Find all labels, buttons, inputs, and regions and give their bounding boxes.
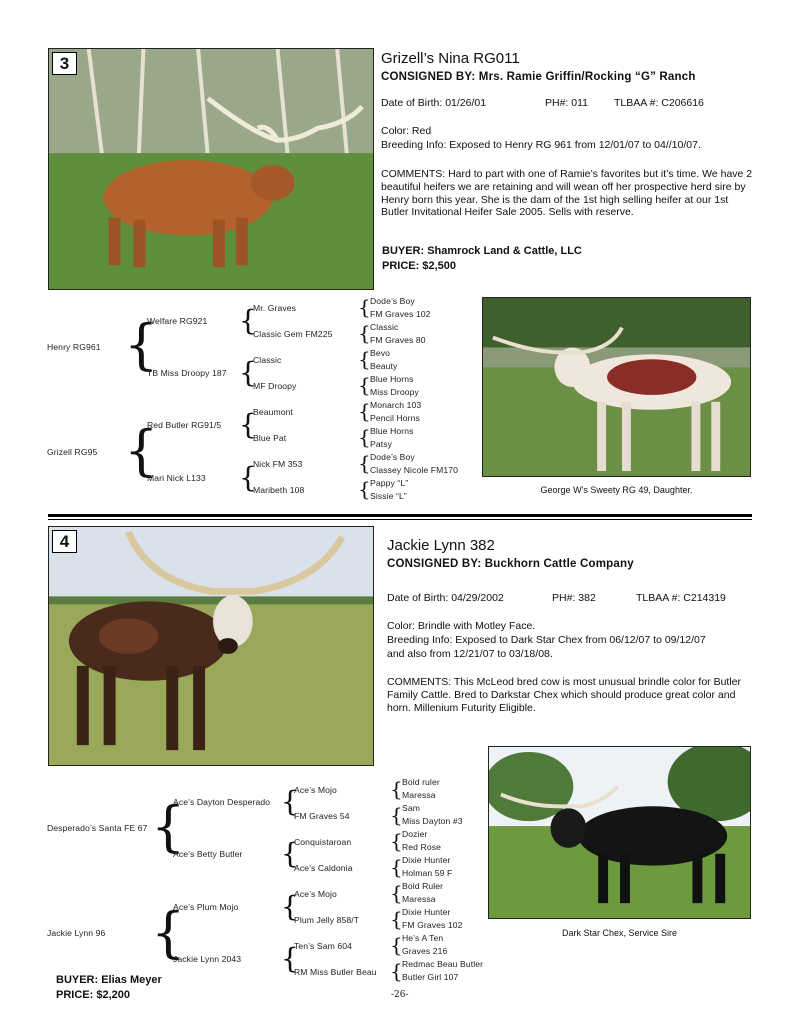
lot3-name: Grizell’s Nina RG011	[381, 50, 520, 67]
lot3-brace-g3-2: {	[358, 321, 371, 345]
lot3-dob: Date of Birth: 01/26/01	[381, 97, 487, 109]
lot3-ped-gen4-8: Miss Droopy	[370, 387, 419, 397]
lot3-price: PRICE: $2,500	[382, 260, 456, 272]
lot4-ped-gen4-13: He’s A Ten	[402, 933, 444, 943]
lot3-ped-gen3-4: MF Droopy	[253, 381, 297, 391]
lot4-brace-g2-4: {	[281, 942, 299, 975]
lot3-cow-photo	[48, 48, 374, 290]
lot3-ped-gen3-5: Beaumont	[253, 407, 293, 417]
lot3-ped-gen3-2: Classic Gem FM225	[253, 329, 333, 339]
lot3-daughter-photo	[482, 297, 751, 477]
lot3-ped-gen4-11: Blue Horns	[370, 426, 414, 436]
lot4-ped-gen3-1: Ace’s Mojo	[294, 785, 337, 795]
lot4-dob: Date of Birth: 04/29/2002	[387, 592, 504, 604]
lot4-ped-gen4-14: Graves 216	[402, 946, 448, 956]
lot4-brace-dam: {	[151, 901, 186, 964]
lot3-breeding-info: Breeding Info: Exposed to Henry RG 961 from 12/01/07 to 04//10/07.	[381, 139, 701, 151]
lot3-brace-g3-4: {	[358, 373, 371, 397]
lot3-ped-gen4-4: FM Graves 80	[370, 335, 426, 345]
lot3-brace-g2-1: {	[239, 304, 257, 337]
lot4-ped-gen2-2: Ace’s Betty Butler	[173, 849, 243, 859]
lot4-consigned-by: CONSIGNED BY: Buckhorn Cattle Company	[387, 558, 634, 570]
lot4-ped-gen4-11: Dixie Hunter	[402, 907, 451, 917]
lot3-comments: COMMENTS: Hard to part with one of Ramie’s favorites but it’s time. We have 2 beautiful heifers we are retaining and will wean off her prospective herd sire by Henry born this year. She is the dam of the 1st high selling heifer at our 1st Butler Invitational Heifer Sale 2005. Sells with reserve.	[381, 168, 753, 219]
lot3-ped-gen4-13: Dode’s Boy	[370, 452, 415, 462]
lot3-ped-gen4-14: Classey Nicole FM170	[370, 465, 458, 475]
lot3-tlbaa: TLBAA #: C206616	[614, 97, 704, 109]
lot4-ped-gen4-10: Maressa	[402, 894, 436, 904]
lot3-ped-gen2-2: TB Miss Droopy 187	[147, 368, 227, 378]
lot3-brace-g3-7: {	[358, 451, 371, 475]
lot4-ped-gen3-3: Conquistaroan	[294, 837, 352, 847]
lot3-ped-sire: Henry RG961	[47, 342, 101, 352]
lot4-ped-gen4-16: Butler Girl 107	[402, 972, 459, 982]
lot4-ped-gen3-6: Plum Jelly 858/T	[294, 915, 360, 925]
lot4-ped-gen4-5: Dozier	[402, 829, 428, 839]
lot3-ped-gen3-6: Blue Pat	[253, 433, 287, 443]
lot3-color: Color: Red	[381, 125, 432, 137]
lot3-brace-dam: {	[124, 419, 159, 482]
lot4-brace-g3-3: {	[390, 829, 403, 853]
lot4-ped-gen4-12: FM Graves 102	[402, 920, 463, 930]
lot3-ped-gen3-7: Nick FM 353	[253, 459, 303, 469]
lot3-ped-gen2-4: Mari Nick L133	[147, 473, 206, 483]
lot3-ped-gen3-1: Mr. Graves	[253, 303, 297, 313]
lot4-comments: COMMENTS: This McLeod bred cow is most unusual brindle color for Butler Family Cattle. Bred to Darkstar Chex which should produce great color and horn. Millenium Futurity Eligible.	[387, 676, 742, 714]
lot3-ped-gen2-1: Welfare RG921	[147, 316, 208, 326]
lot4-brace-g3-2: {	[390, 803, 403, 827]
lot4-tlbaa: TLBAA #: C214319	[636, 592, 726, 604]
lot3-ped-gen4-2: FM Graves 102	[370, 309, 431, 319]
lot4-ped-gen4-7: Dixie Hunter	[402, 855, 451, 865]
lot3-photo-caption: George W’s Sweety RG 49, Daughter.	[540, 485, 693, 495]
lot3-brace-g3-3: {	[358, 347, 371, 371]
lot4-brace-g3-6: {	[390, 907, 403, 931]
lot4-ped-gen3-8: RM Miss Butler Beau	[294, 967, 377, 977]
lot3-number-badge: 3	[52, 52, 77, 75]
lot3-ped-gen3-8: Maribeth 108	[253, 485, 305, 495]
lot4-photo-caption: Dark Star Chex, Service Sire	[561, 928, 678, 938]
section-divider	[48, 514, 752, 517]
lot4-color: Color: Brindle with Motley Face.	[387, 620, 536, 632]
lot4-ped-gen3-5: Ace’s Mojo	[294, 889, 337, 899]
lot3-brace-g2-4: {	[239, 461, 257, 494]
lot3-ped-gen4-7: Blue Horns	[370, 374, 414, 384]
lot4-ped-gen4-9: Bold Ruler	[402, 881, 444, 891]
lot3-brace-sire: {	[124, 313, 159, 376]
lot4-ped-gen4-6: Red Rose	[402, 842, 442, 852]
lot4-ped-gen3-4: Ace’s Caldonia	[294, 863, 353, 873]
lot4-ped-gen2-3: Ace’s Plum Mojo	[173, 902, 239, 912]
lot4-brace-g2-2: {	[281, 837, 299, 870]
lot4-brace-g3-8: {	[390, 959, 403, 983]
lot4-cow-photo	[48, 526, 374, 766]
lot4-ped-gen4-15: Redmac Beau Butler	[402, 959, 484, 969]
lot4-service-sire-photo	[488, 746, 751, 919]
lot4-brace-g3-5: {	[390, 881, 403, 905]
lot3-brace-g2-2: {	[239, 356, 257, 389]
lot4-brace-sire: {	[151, 795, 186, 858]
lot4-ph: PH#: 382	[552, 592, 596, 604]
lot4-breeding-info-cont: and also from 12/21/07 to 03/18/08.	[387, 648, 553, 660]
lot4-ped-gen3-7: Ten’s Sam 604	[294, 941, 352, 951]
lot4-ped-dam: Jackie Lynn 96	[47, 928, 106, 938]
lot3-ped-dam: Grizell RG95	[47, 447, 98, 457]
page-number: -26-	[391, 990, 409, 1000]
lot3-ped-gen4-9: Monarch 103	[370, 400, 422, 410]
lot3-ped-gen4-5: Bevo	[370, 348, 390, 358]
lot4-ped-gen2-4: Jackie Lynn 2043	[173, 954, 242, 964]
lot4-brace-g2-3: {	[281, 890, 299, 923]
lot4-price: PRICE: $2,200	[56, 989, 130, 1001]
lot4-ped-gen4-2: Maressa	[402, 790, 436, 800]
section-divider-thin	[48, 519, 752, 520]
lot4-ped-gen4-3: Sam	[402, 803, 420, 813]
lot3-ped-gen4-10: Pencil Horns	[370, 413, 420, 423]
lot3-ph: PH#: 011	[545, 97, 588, 109]
lot4-ped-gen4-4: Miss Dayton #3	[402, 816, 463, 826]
lot4-name: Jackie Lynn 382	[387, 537, 495, 554]
lot4-ped-gen3-2: FM Graves 54	[294, 811, 350, 821]
lot4-ped-sire: Desperado’s Santa FE 67	[47, 823, 148, 833]
lot3-buyer: BUYER: Shamrock Land & Cattle, LLC	[382, 245, 582, 257]
lot4-ped-gen4-8: Holman 59 F	[402, 868, 453, 878]
lot3-ped-gen3-3: Classic	[253, 355, 282, 365]
lot3-ped-gen2-3: Red Butler RG91/5	[147, 420, 222, 430]
lot4-breeding-info: Breeding Info: Exposed to Dark Star Chex from 06/12/07 to 09/12/07	[387, 634, 706, 646]
lot3-ped-gen4-6: Beauty	[370, 361, 398, 371]
lot4-ped-gen2-1: Ace’s Dayton Desperado	[173, 797, 271, 807]
lot3-ped-gen4-16: Sissie “L”	[370, 491, 407, 501]
lot3-brace-g3-6: {	[358, 425, 371, 449]
lot3-consigned-by: CONSIGNED BY: Mrs. Ramie Griffin/Rocking “G” Ranch	[381, 71, 696, 83]
lot4-brace-g2-1: {	[281, 785, 299, 818]
lot3-ped-gen4-12: Patsy	[370, 439, 392, 449]
lot4-brace-g3-7: {	[390, 933, 403, 957]
lot4-buyer: BUYER: Elias Meyer	[56, 974, 162, 986]
lot4-ped-gen4-1: Bold ruler	[402, 777, 440, 787]
lot3-brace-g3-8: {	[358, 477, 371, 501]
lot4-brace-g3-1: {	[390, 777, 403, 801]
lot3-brace-g3-1: {	[358, 295, 371, 319]
lot4-brace-g3-4: {	[390, 855, 403, 879]
lot3-ped-gen4-3: Classic	[370, 322, 399, 332]
lot3-ped-gen4-1: Dode’s Boy	[370, 296, 415, 306]
lot3-brace-g3-5: {	[358, 399, 371, 423]
lot3-ped-gen4-15: Pappy “L”	[370, 478, 409, 488]
lot4-number-badge: 4	[52, 530, 77, 553]
lot3-brace-g2-3: {	[239, 408, 257, 441]
